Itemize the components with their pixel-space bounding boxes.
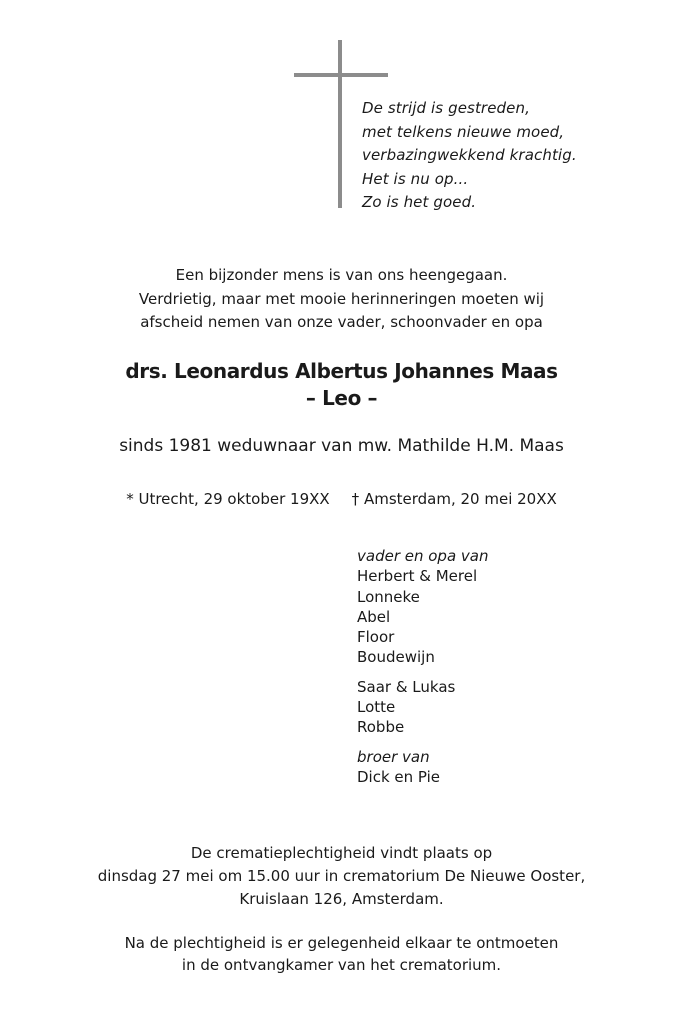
poem-line: verbazingwekkend krachtig. (362, 146, 577, 164)
family-member: Dick en Pie (357, 767, 441, 786)
deceased-full-name: drs. Leonardus Albertus Johannes Maas (125, 359, 558, 383)
cross-vertical-bar (338, 40, 342, 208)
widower-line: sinds 1981 weduwnaar van mw. Mathilde H.M. Maas (119, 436, 564, 456)
poem-line: Het is nu op... (362, 169, 469, 188)
dates-line (0, 488, 683, 510)
service-line: De crematieplechtigheid vindt plaats op (190, 844, 493, 862)
children-group (357, 546, 667, 668)
birth-date: * Utrecht, 29 oktober 19XX (126, 490, 330, 508)
family-member: Boudewijn (357, 648, 435, 667)
poem-line: Zo is het goed. (362, 193, 477, 211)
deceased-nickname: – Leo – (305, 386, 378, 410)
after-service-line: Na de plechtigheid is er gelegenheid elkaar te ontmoeten (124, 934, 559, 952)
intro-line: Een bijzonder mens is van ons heengegaan. (175, 266, 508, 284)
children-heading: vader en opa van (357, 547, 489, 565)
siblings-heading: broer van (357, 747, 430, 766)
family-list (357, 546, 667, 796)
intro-line: Verdrietig, maar met mooie herinneringen moeten wij (138, 289, 545, 308)
family-member: Herbert & Merel (357, 567, 478, 586)
poem-line: met telkens nieuwe moed, (362, 122, 565, 141)
cross-horizontal-bar (294, 73, 388, 77)
after-service-line: in de ontvangkamer van het crematorium. (181, 955, 502, 974)
siblings-group (357, 747, 667, 788)
poem (362, 97, 672, 215)
service-line: Kruislaan 126, Amsterdam. (239, 890, 444, 908)
poem-line: De strijd is gestreden, (362, 99, 530, 117)
family-member: Floor (357, 628, 395, 647)
children-group-2 (357, 677, 667, 738)
family-member: Lonneke (357, 587, 420, 606)
intro-line: afscheid nemen van onze vader, schoonvader en opa (140, 313, 543, 331)
service-line: dinsdag 27 mei om 15.00 uur in crematorium De Nieuwe Ooster, (97, 867, 586, 885)
intro-text (0, 264, 683, 335)
death-date: † Amsterdam, 20 mei 20XX (351, 490, 557, 508)
service-info (0, 842, 683, 911)
deceased-name-block (0, 358, 683, 412)
family-member: Robbe (357, 718, 405, 737)
family-member: Lotte (357, 698, 396, 717)
after-service-info (0, 933, 683, 976)
family-member: Abel (357, 607, 391, 626)
family-member: Saar & Lukas (357, 677, 456, 696)
